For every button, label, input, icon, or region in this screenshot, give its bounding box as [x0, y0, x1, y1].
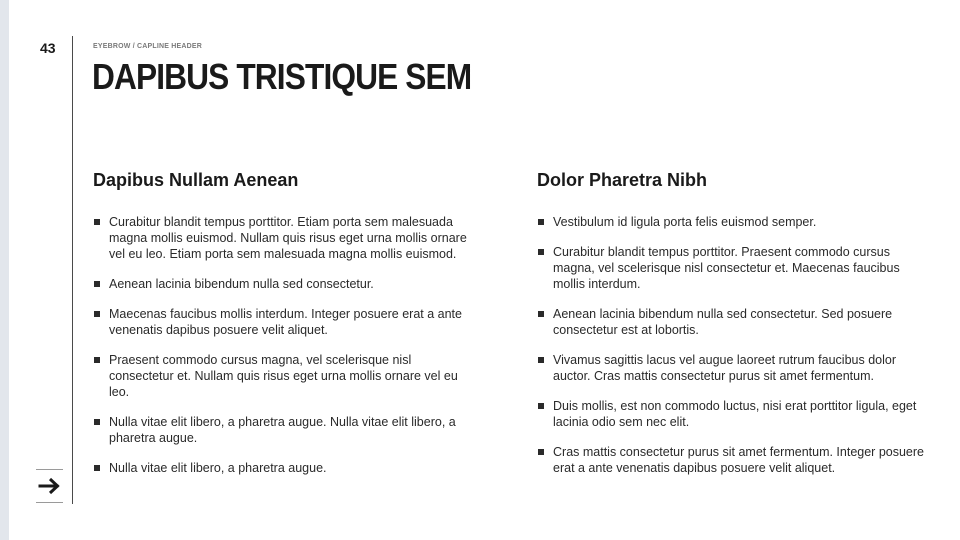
right-column [537, 168, 927, 490]
vertical-divider [72, 36, 73, 504]
bullet-text: Vestibulum id ligula porta felis euismod semper. [553, 215, 817, 229]
list-item [93, 460, 478, 476]
list-item [537, 214, 927, 230]
eyebrow-header: EYEBROW / CAPLINE HEADER [93, 43, 203, 50]
bullet-text: Nulla vitae elit libero, a pharetra augue. Nulla vitae elit libero, a pharetra augue. [109, 415, 456, 445]
bullet-square-icon [538, 249, 544, 255]
left-column [93, 168, 478, 490]
left-column-heading: Dapibus Nullam Aenean [93, 170, 299, 190]
bullet-square-icon [538, 403, 544, 409]
bullet-text: Curabitur blandit tempus porttitor. Praesent commodo cursus magna, vel scelerisque nisl consectetur et. Maecenas faucibus mollis interdum. [553, 245, 900, 291]
bullet-square-icon [94, 357, 100, 363]
left-edge-band [0, 0, 9, 540]
nav-divider-bottom [36, 502, 63, 503]
slide-title: DAPIBUS TRISTIQUE SEM [92, 56, 472, 97]
bullet-square-icon [94, 281, 100, 287]
list-item [537, 398, 927, 430]
bullet-text: Cras mattis consectetur purus sit amet fermentum. Integer posuere erat a ante venenatis dapibus posuere velit aliquet. [553, 445, 924, 475]
list-item [537, 244, 927, 292]
bullet-square-icon [94, 219, 100, 225]
bullet-text: Aenean lacinia bibendum nulla sed consectetur. Sed posuere consectetur est at lobortis. [553, 307, 893, 337]
right-bullet-list [537, 214, 927, 476]
bullet-square-icon [538, 311, 544, 317]
left-bullet-list [93, 214, 478, 476]
bullet-text: Praesent commodo cursus magna, vel scelerisque nisl consectetur et. Nullam quis risus eget urna mollis ornare vel eu leo. [109, 353, 458, 399]
right-column-heading: Dolor Pharetra Nibh [537, 170, 708, 190]
bullet-text: Nulla vitae elit libero, a pharetra augue. [109, 461, 327, 475]
list-item [93, 214, 478, 262]
page-number: 43 [40, 40, 56, 56]
list-item [537, 444, 927, 476]
bullet-text: Aenean lacinia bibendum nulla sed consectetur. [109, 277, 374, 291]
arrow-right-icon[interactable] [38, 475, 62, 497]
list-item [93, 276, 478, 292]
bullet-square-icon [538, 357, 544, 363]
bullet-text: Vivamus sagittis lacus vel augue laoreet rutrum faucibus dolor auctor. Cras mattis consectetur purus sit amet fermentum. [553, 353, 896, 383]
bullet-square-icon [538, 449, 544, 455]
list-item [93, 414, 478, 446]
bullet-text: Duis mollis, est non commodo luctus, nisi erat porttitor ligula, eget lacinia odio sem nec elit. [553, 399, 917, 429]
bullet-square-icon [538, 219, 544, 225]
bullet-square-icon [94, 465, 100, 471]
list-item [537, 306, 927, 338]
bullet-square-icon [94, 311, 100, 317]
list-item [537, 352, 927, 384]
nav-divider-top [36, 469, 63, 470]
list-item [93, 352, 478, 400]
bullet-text: Maecenas faucibus mollis interdum. Integer posuere erat a ante venenatis dapibus posuere velit aliquet. [109, 307, 462, 337]
list-item [93, 306, 478, 338]
bullet-square-icon [94, 419, 100, 425]
bullet-text: Curabitur blandit tempus porttitor. Etiam porta sem malesuada magna mollis euismod. Nullam quis risus eget urna mollis ornare vel eu leo. Etiam porta sem malesuada magna mollis euismod. [109, 215, 467, 261]
